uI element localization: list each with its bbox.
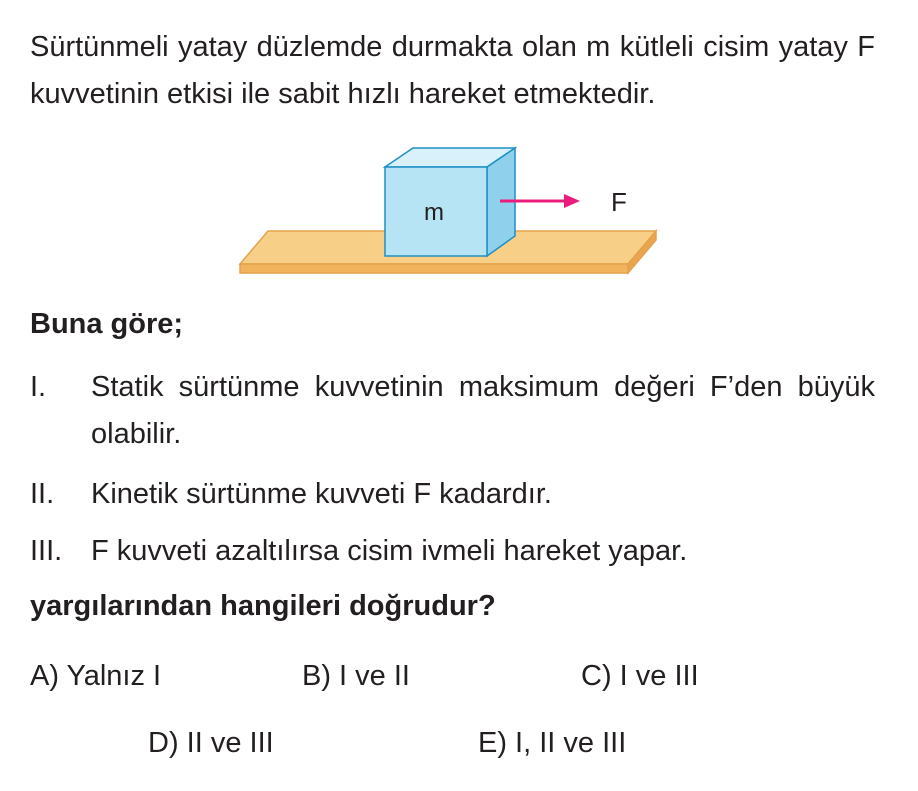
problem-intro: Sürtünmeli yatay düzlemde durmakta olan m kütleli cisim yatay F kuvvetinin etkisi ile sabit hızlı hareket etmektedir.: [30, 31, 875, 110]
statement-text: Kinetik sürtünme kuvveti F kadardır.: [91, 478, 552, 510]
question-prompt: yargılarından hangileri doğrudur?: [30, 590, 496, 622]
answer-option-c[interactable]: C) I ve III: [581, 660, 699, 692]
statement-3: [30, 528, 875, 575]
statement-text: F kuvveti azaltılırsa cisim ivmeli hareket yapar.: [91, 535, 688, 567]
force-label: F: [611, 187, 627, 217]
statement-number: I.: [30, 371, 47, 403]
statement-number: III.: [30, 535, 63, 567]
plank-front: [240, 264, 628, 273]
statement-1: [30, 364, 875, 458]
statement-text: Statik sürtünme kuvvetinin maksimum değeri F’den büyük olabilir.: [91, 371, 875, 450]
statement-number: II.: [30, 478, 55, 510]
section-heading: Buna göre;: [30, 308, 184, 340]
answer-option-d[interactable]: D) II ve III: [148, 727, 274, 759]
answer-option-a[interactable]: A) Yalnız I: [30, 660, 162, 692]
force-arrow-head: [564, 194, 580, 208]
block-on-plank-figure: [230, 140, 670, 285]
statement-2: [30, 471, 875, 518]
block-mass-label: m: [424, 199, 444, 226]
answer-option-b[interactable]: B) I ve II: [302, 660, 410, 692]
answer-option-e[interactable]: E) I, II ve III: [478, 727, 627, 759]
